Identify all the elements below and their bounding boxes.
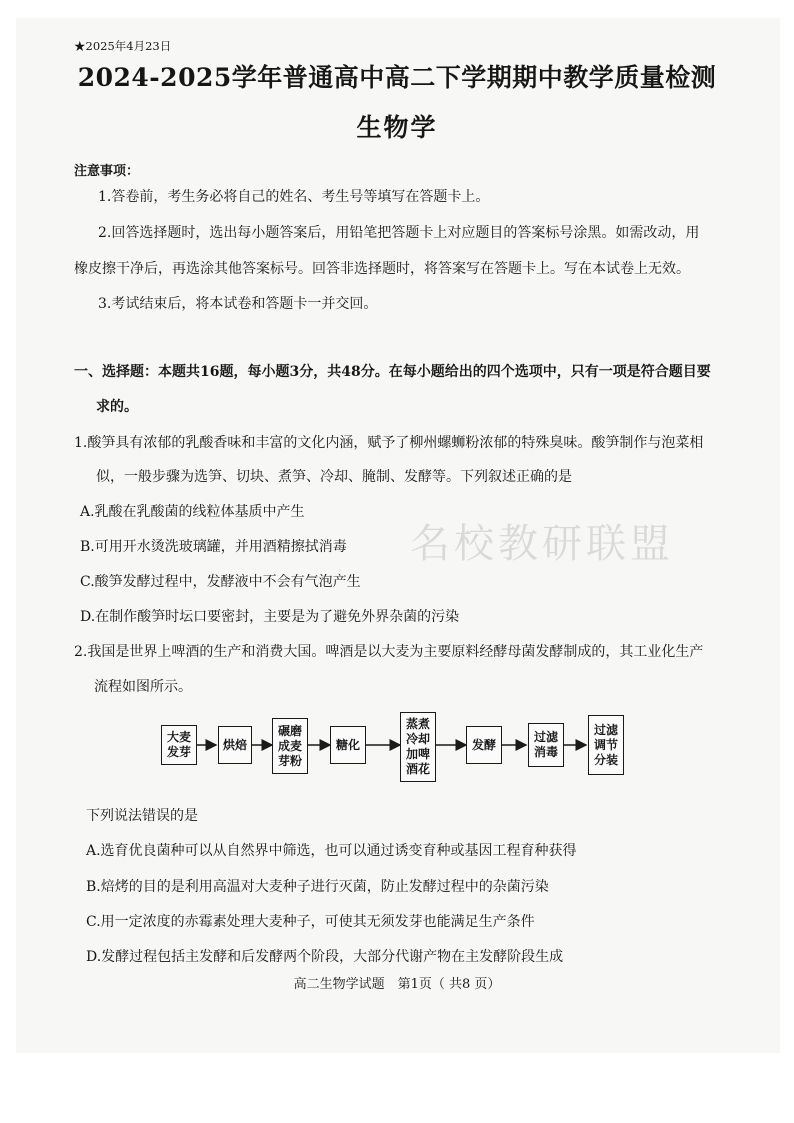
- notice-item-2: 2.回答选择题时，选出每小题答案后，用铅笔把答题卡上对应题目的答案标号涂黑。如需改动，用: [98, 225, 700, 241]
- exam-date: ★2025年4月23日: [74, 39, 172, 53]
- subject-title: 生物学: [356, 113, 438, 142]
- q2-option-b: B.焙烤的目的是利用高温对大麦种子进行灭菌，防止发酵过程中的杂菌污染: [86, 879, 549, 895]
- section-heading: 一、选择题：本题共16题，每小题3分，共48分。在每小题给出的四个选项中，只有一项是符合题目要: [74, 364, 711, 380]
- exam-title: 2024-2025学年普通高中高二下学期期中教学质量检测: [77, 63, 717, 92]
- flow-step-barley-germination: 大麦发芽: [161, 725, 197, 765]
- q1-option-d: D.在制作酸笋时坛口要密封，主要是为了避免外界杂菌的污染: [80, 609, 460, 625]
- q2-option-a: A.选育优良菌种可以从自然界中筛选，也可以通过诱变育种或基因工程育种获得: [86, 843, 577, 859]
- q2-option-d: D.发酵过程包括主发酵和后发酵两个阶段，大部分代谢产物在主发酵阶段生成: [86, 949, 564, 965]
- flow-step-roasting: 烘焙: [218, 726, 252, 764]
- notice-item-2-cont: 橡皮擦干净后，再选涂其他答案标号。回答非选择题时，将答案写在答题卡上。写在本试卷上无效。: [74, 261, 690, 277]
- q2-question: 下列说法错误的是: [86, 808, 198, 824]
- q1-stem-cont: 似，一般步骤为选笋、切块、煮笋、冷却、腌制、发酵等。下列叙述正确的是: [96, 469, 572, 485]
- q2-stem-cont: 流程如图所示。: [94, 679, 192, 695]
- q1-stem: 1.酸笋具有浓郁的乳酸香味和丰富的文化内涵，赋予了柳州螺蛳粉浓郁的特殊臭味。酸笋制作与泡菜相: [74, 435, 704, 451]
- flow-step-fermentation: 发酵: [466, 726, 502, 764]
- q1-option-c: C.酸笋发酵过程中，发酵液中不会有气泡产生: [80, 574, 361, 590]
- flow-step-boiling-hops: 蒸煮冷却加啤酒花: [400, 712, 436, 782]
- notice-item-3: 3.考试结束后，将本试卷和答题卡一并交回。: [98, 296, 378, 312]
- flow-step-filter-sterilize: 过滤消毒: [528, 723, 564, 767]
- q1-option-b: B.可用开水烫洗玻璃罐，并用酒精擦拭消毒: [80, 539, 347, 555]
- notice-heading: 注意事项：: [74, 164, 140, 179]
- q1-option-a: A.乳酸在乳酸菌的线粒体基质中产生: [80, 504, 305, 520]
- section-heading-cont: 求的。: [96, 399, 138, 415]
- flow-step-filter-package: 过滤调节分装: [588, 715, 624, 775]
- flow-step-saccharification: 糖化: [330, 726, 366, 764]
- q2-stem: 2.我国是世界上啤酒的生产和消费大国。啤酒是以大麦为主要原料经酵母菌发酵制成的，其工业化生产: [74, 644, 704, 660]
- flow-step-milling: 碾磨成麦芽粉: [272, 718, 308, 774]
- notice-item-1: 1.答卷前，考生务必将自己的姓名、考生号等填写在答题卡上。: [98, 189, 490, 205]
- q2-option-c: C.用一定浓度的赤霉素处理大麦种子，可使其无须发芽也能满足生产条件: [86, 914, 535, 930]
- page-footer: 高二生物学试题 第1页（ 共8 页）: [293, 977, 501, 992]
- watermark: 名校教研联盟: [410, 521, 674, 567]
